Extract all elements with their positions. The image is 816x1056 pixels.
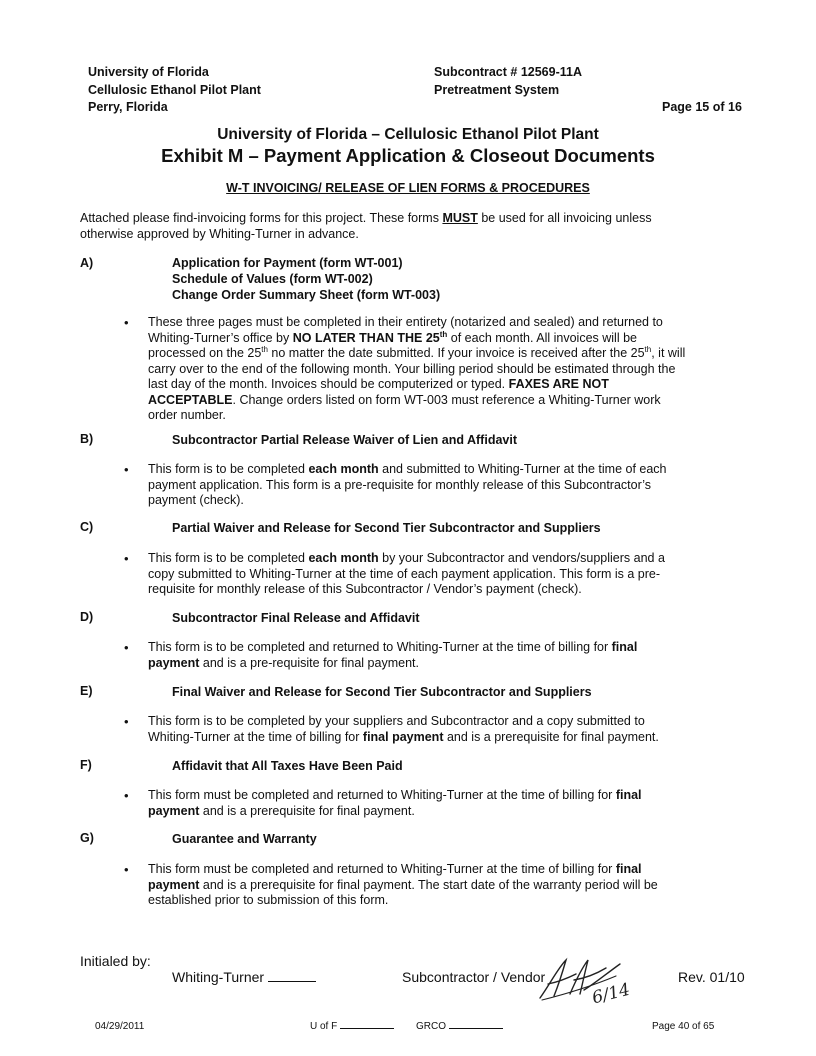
section-d-text: This form is to be completed and returned to Whiting-Turner at the time of billing for final payment and is a pre-requisite for final payment. bbox=[148, 640, 638, 670]
section-heading: W-T INVOICING/ RELEASE OF LIEN FORMS & PROCEDURES bbox=[226, 181, 590, 195]
intro-must: MUST bbox=[442, 211, 478, 225]
footer-grco bbox=[416, 1021, 503, 1032]
header-location: Perry, Florida bbox=[88, 100, 168, 114]
section-e-title: Final Waiver and Release for Second Tier Subcontractor and Suppliers bbox=[172, 685, 592, 699]
revision-label: Rev. 01/10 bbox=[678, 969, 745, 985]
section-a-text: These three pages must be completed in their entirety (notarized and sealed) and returned to Whiting-Turner’s office by NO LATER THAN THE 25th of each month. All invoices will be processed on the 25th no matter the date submitted. If your invoice is received after the 25th, it will carry over to the end of the following month. Your billing period should be estimated through the last day of the month. Invoices should be computerized or typed. FAXES ARE NOT ACCEPTABLE. Change orders listed on form WT-003 must reference a Whiting-Turner work order number. bbox=[148, 315, 686, 422]
whiting-turner-initial-line[interactable] bbox=[268, 981, 316, 982]
bullet-b: • bbox=[124, 462, 129, 477]
header-org: University of Florida bbox=[88, 65, 209, 79]
footer-grco-label: GRCO bbox=[416, 1021, 446, 1032]
bullet-f: • bbox=[124, 788, 129, 803]
section-b-text: This form is to be completed each month and submitted to Whiting-Turner at the time of each payment application. This form is a pre-requisite for monthly release of this Subcontractor’s payment (check). bbox=[148, 462, 667, 507]
section-g-title: Guarantee and Warranty bbox=[172, 832, 317, 846]
bullet-a: • bbox=[124, 315, 129, 330]
footer-uof-label: U of F bbox=[310, 1021, 338, 1032]
section-b-letter: B) bbox=[80, 432, 94, 446]
header-subcontract: Subcontract # 12569-11A bbox=[434, 65, 582, 79]
form-wt-002-title: Schedule of Values (form WT-002) bbox=[172, 272, 373, 286]
header-left bbox=[88, 64, 261, 117]
footer-uof bbox=[310, 1021, 394, 1032]
section-c-text: This form is to be completed each month by your Subcontractor and vendors/suppliers and a copy submitted to Whiting-Turner at the time of each payment application. This form is a pre-requisite for monthly release of this Subcontractor / Vendor’s payment (check). bbox=[148, 551, 665, 596]
section-g-text: This form must be completed and returned to Whiting-Turner at the time of billing for final payment and is a prerequisite for final payment. The start date of the warranty period will be established prior to submission of this form. bbox=[148, 862, 658, 907]
bullet-c: • bbox=[124, 551, 129, 566]
subcontractor-label: Subcontractor / Vendor bbox=[402, 969, 546, 985]
handwritten-date: 6/14 bbox=[590, 979, 633, 1009]
exhibit-title: Exhibit M – Payment Application & Closeout Documents bbox=[161, 145, 655, 166]
whiting-turner-label: Whiting-Turner bbox=[172, 969, 265, 985]
document-title: University of Florida – Cellulosic Ethanol Pilot Plant bbox=[217, 126, 599, 143]
section-f-title: Affidavit that All Taxes Have Been Paid bbox=[172, 759, 403, 773]
section-c-letter: C) bbox=[80, 520, 94, 534]
header-project: Cellulosic Ethanol Pilot Plant bbox=[88, 82, 261, 97]
bullet-g: • bbox=[124, 862, 129, 877]
section-e-text: This form is to be completed by your suppliers and Subcontractor and a copy submitted to Whiting-Turner at the time of billing for final payment and is a prerequisite for final payment. bbox=[148, 714, 659, 744]
whiting-turner-initial bbox=[172, 969, 316, 985]
form-wt-001-title: Application for Payment (form WT-001) bbox=[172, 256, 403, 270]
section-e-letter: E) bbox=[80, 684, 93, 698]
form-wt-003-title: Change Order Summary Sheet (form WT-003) bbox=[172, 288, 441, 302]
intro-text-end: be used for all invoicing unless otherwise approved by Whiting-Turner in advance. bbox=[80, 211, 652, 241]
footer-page-number: Page 40 of 65 bbox=[652, 1021, 715, 1032]
section-g-letter: G) bbox=[80, 831, 94, 845]
header-page-number: Page 15 of 16 bbox=[662, 100, 742, 114]
bullet-e: • bbox=[124, 714, 129, 729]
header-right bbox=[434, 64, 582, 99]
footer-uof-line[interactable] bbox=[340, 1028, 394, 1029]
section-f-letter: F) bbox=[80, 758, 92, 772]
bullet-d: • bbox=[124, 640, 129, 655]
section-f-text: This form must be completed and returned to Whiting-Turner at the time of billing for final payment and is a prerequisite for final payment. bbox=[148, 788, 642, 818]
intro-paragraph bbox=[80, 211, 680, 242]
section-a-letter: A) bbox=[80, 256, 94, 270]
header-system: Pretreatment System bbox=[434, 82, 560, 97]
section-d-letter: D) bbox=[80, 610, 94, 624]
section-a-titles bbox=[172, 255, 440, 303]
section-d-title: Subcontractor Final Release and Affidavit bbox=[172, 611, 420, 625]
section-c-title: Partial Waiver and Release for Second Tier Subcontractor and Suppliers bbox=[172, 521, 601, 535]
section-b-title: Subcontractor Partial Release Waiver of Lien and Affidavit bbox=[172, 433, 517, 447]
footer-grco-line[interactable] bbox=[449, 1028, 503, 1029]
footer-date: 04/29/2011 bbox=[95, 1021, 145, 1032]
initialed-by-label: Initialed by: bbox=[80, 953, 151, 969]
intro-text: Attached please find-invoicing forms for this project. These forms bbox=[80, 211, 443, 225]
